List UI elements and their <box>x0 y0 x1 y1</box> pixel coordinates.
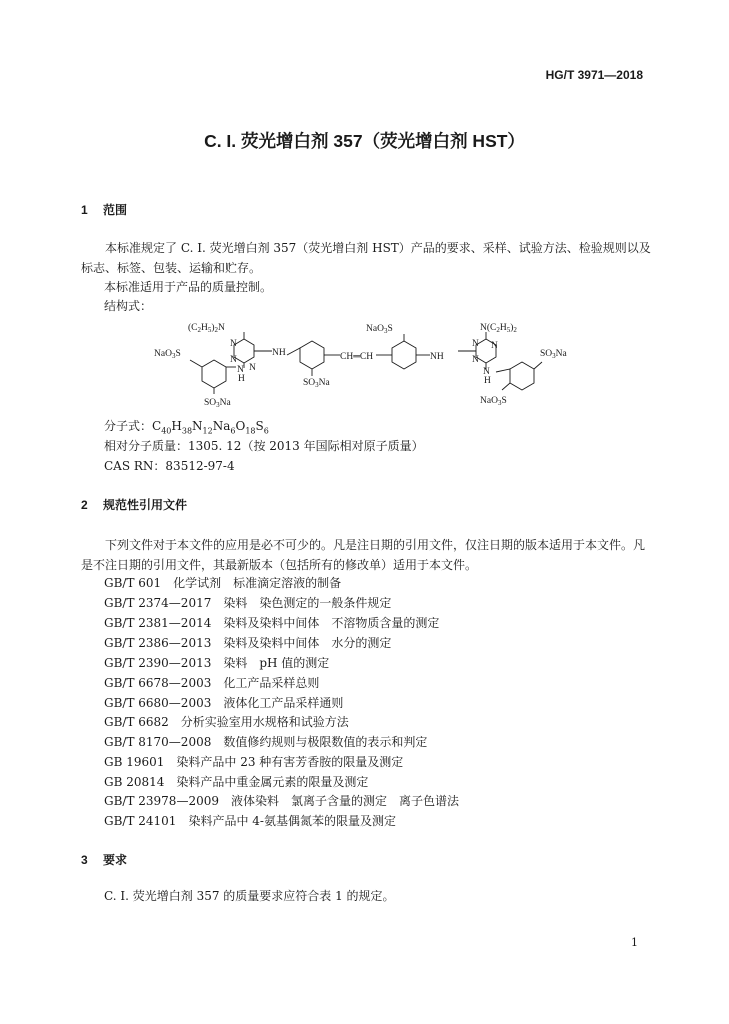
naso3-bottom-right: NaO$_3$S <box>480 396 507 407</box>
scope-applicability: 本标准适用于产品的质量控制。 <box>104 280 273 294</box>
left-diethylamino: $(C_2H_5)_2N$ <box>188 323 225 334</box>
reference-item: GB/T 2381—2014 染料及染料中间体 不溶物质含量的测定 <box>104 616 440 630</box>
nh-vertical-right: N <box>483 367 490 377</box>
h-right: H <box>484 376 491 386</box>
reference-item: GB 19601 染料产品中 23 种有害芳香胺的限量及测定 <box>104 755 404 769</box>
cas-number: CAS RN：83512-97-4 <box>104 459 235 473</box>
reference-item: GB/T 6682 分析实验室用水规格和试验方法 <box>104 715 349 729</box>
formula-label: 分子式： <box>104 419 153 433</box>
references-intro: 下列文件对于本文件的应用是必不可少的。凡是注日期的引用文件，仅注日期的版本适用于本文件。凡是不注日期的引用文件，其最新版本（包括所有的修改单）适用于本文件。 <box>81 538 646 572</box>
section-2-heading <box>81 496 187 513</box>
section-number: 1 <box>81 203 88 217</box>
reference-item: GB/T 8170—2008 数值修约规则与极限数值的表示和判定 <box>104 735 428 749</box>
page-number: 1 <box>631 936 638 949</box>
molecular-mass: 相对分子质量：1305. 12（按 2013 年国际相对原子质量） <box>104 439 424 453</box>
section-number: 3 <box>81 853 88 867</box>
reference-item: GB/T 6678—2003 化工产品采样总则 <box>104 676 320 690</box>
structural-formula <box>140 318 600 410</box>
nh-left: NH <box>272 348 286 358</box>
triazine-n: N <box>230 355 237 365</box>
triazine-n: N <box>230 339 237 349</box>
structure-label: 结构式： <box>104 299 153 313</box>
reference-item: GB/T 2390—2013 染料 pH 值的测定 <box>104 656 330 670</box>
h-left: H <box>238 374 245 384</box>
reference-item: GB 20814 染料产品中重金属元素的限量及测定 <box>104 775 369 789</box>
triazine-n: N <box>491 341 498 351</box>
so3na-bottom-left: $SO_3Na$ <box>204 398 231 409</box>
section-number: 2 <box>81 498 88 512</box>
so3na-right: $SO_3Na$ <box>540 349 567 360</box>
triazine-n: N <box>249 363 256 373</box>
section-1-heading <box>81 201 127 218</box>
reference-item: GB/T 24101 染料产品中 4-氨基偶氮苯的限量及测定 <box>104 814 396 828</box>
so3na-center: $SO_3Na$ <box>303 378 330 389</box>
naso3-left: NaO$_3$S <box>154 349 181 360</box>
requirements-paragraph: C. I. 荧光增白剂 357 的质量要求应符合表 1 的规定。 <box>104 889 395 903</box>
document-title: C. I. 荧光增白剂 357（荧光增白剂 HST） <box>204 131 525 151</box>
standard-code: HG/T 3971—2018 <box>545 68 643 82</box>
reference-item: GB/T 2374—2017 染料 染色测定的一般条件规定 <box>104 596 392 610</box>
vinylene: CH═CH <box>340 352 374 362</box>
reference-item: GB/T 6680—2003 液体化工产品采样通则 <box>104 696 344 710</box>
molecular-formula: 分子式：$C_{40}H_{38}N_{12}Na_6O_{18}S_6$ <box>104 419 269 436</box>
section-3-heading <box>81 851 127 868</box>
scope-paragraph: 本标准规定了 C. I. 荧光增白剂 357（荧光增白剂 HST）产品的要求、采样、试验方法、检验规则以及标志、标签、包装、运输和贮存。 <box>81 241 651 275</box>
triazine-n: N <box>472 355 479 365</box>
reference-item: GB/T 2386—2013 染料及染料中间体 水分的测定 <box>104 636 392 650</box>
reference-item: GB/T 23978—2009 液体染料 氯离子含量的测定 离子色谱法 <box>104 794 459 808</box>
right-diethylamino: $N(C_2H_5)_2$ <box>480 323 517 334</box>
section-title: 要求 <box>103 853 128 867</box>
nh-vertical-left: N <box>237 365 244 375</box>
naso3-top: NaO$_3$S <box>366 324 393 335</box>
nh-right: NH <box>430 352 444 362</box>
section-title: 规范性引用文件 <box>103 498 188 512</box>
section-title: 范围 <box>103 203 128 217</box>
triazine-n: N <box>472 339 479 349</box>
reference-item: GB/T 601 化学试剂 标准滴定溶液的制备 <box>104 576 342 590</box>
